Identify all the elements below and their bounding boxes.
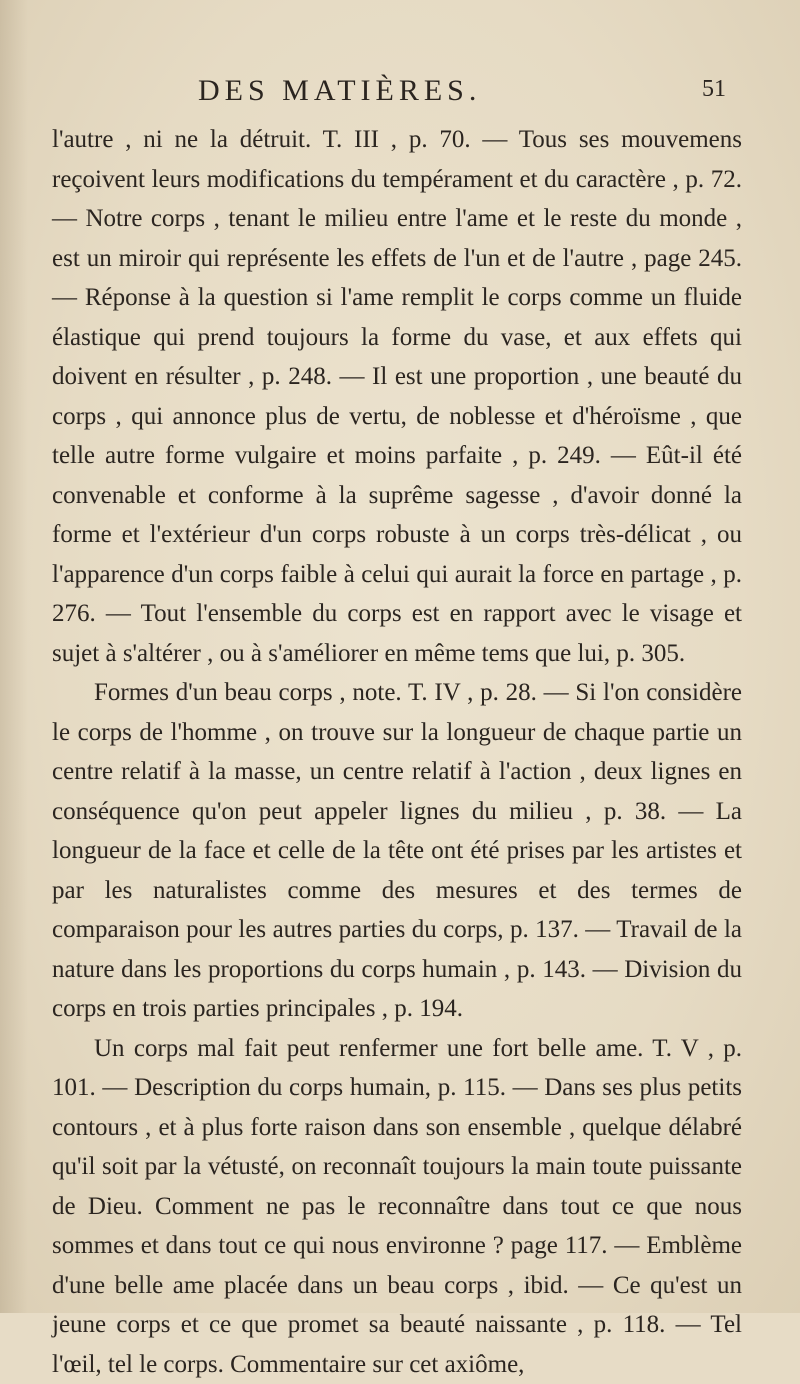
index-paragraph: Un corps mal fait peut renfermer une fort belle ame. T. V , p. 101. — Description du corps humain, p. 115. — Dans ses plus petits contours , et à plus forte raison dans son ensemble , quelque délabré qu'il soit par la vétusté, on reconnaît toujours la main toute puissante de Dieu. Comment ne pas le reconnaître dans tout ce que nous sommes et dans tout ce qui nous environne ? page 117. — Emblème d'une belle ame placée dans un beau corps , ibid. — Ce qu'est un jeune corps et ce que promet sa beauté naissante , p. 118. — Tel l'œil, tel le corps. Commentaire sur cet axiôme, [52, 1029, 742, 1384]
index-paragraph: Formes d'un beau corps , note. T. IV , p. 28. — Si l'on considère le corps de l'homme , on trouve sur la longueur de chaque partie un centre relatif à la masse, un centre relatif à l'action , deux lignes en conséquence qu'on peut appeler lignes du milieu , p. 38. — La longueur de la face et celle de la tête ont été prises par les artistes et par les naturalistes comme des mesures et des termes de comparaison pour les autres parties du corps, p. 137. — Travail de la nature dans les proportions du corps humain , p. 143. — Division du corps en trois parties principales , p. 194. [52, 673, 742, 1029]
index-paragraph: l'autre , ni ne la détruit. T. III , p. 70. — Tous ses mouvemens reçoivent leurs modifications du tempérament et du caractère , p. 72. — Notre corps , tenant le milieu entre l'ame et le reste du monde , est un miroir qui représente les effets de l'un et de l'autre , page 245. — Réponse à la question si l'ame remplit le corps comme un fluide élastique qui prend toujours la forme du vase, et aux effets qui doivent en résulter , p. 248. — Il est une proportion , une beauté du corps , qui annonce plus de vertu, de noblesse et d'héroïsme , que telle autre forme vulgaire et moins parfaite , p. 249. — Eût-il été convenable et conforme à la suprême sagesse , d'avoir donné la forme et l'extérieur d'un corps robuste à un corps très-délicat , ou l'apparence d'un corps faible à celui qui aurait la force en partage , p. 276. — Tout l'ensemble du corps est en rapport avec le visage et sujet à s'altérer , ou à s'améliorer en même tems que lui, p. 305. [52, 120, 742, 673]
index-body-text [52, 120, 742, 1384]
page-number: 51 [702, 76, 726, 103]
running-title: DES MATIÈRES. [198, 74, 481, 108]
page-header [92, 74, 732, 114]
page-gutter-shadow [0, 0, 28, 1313]
